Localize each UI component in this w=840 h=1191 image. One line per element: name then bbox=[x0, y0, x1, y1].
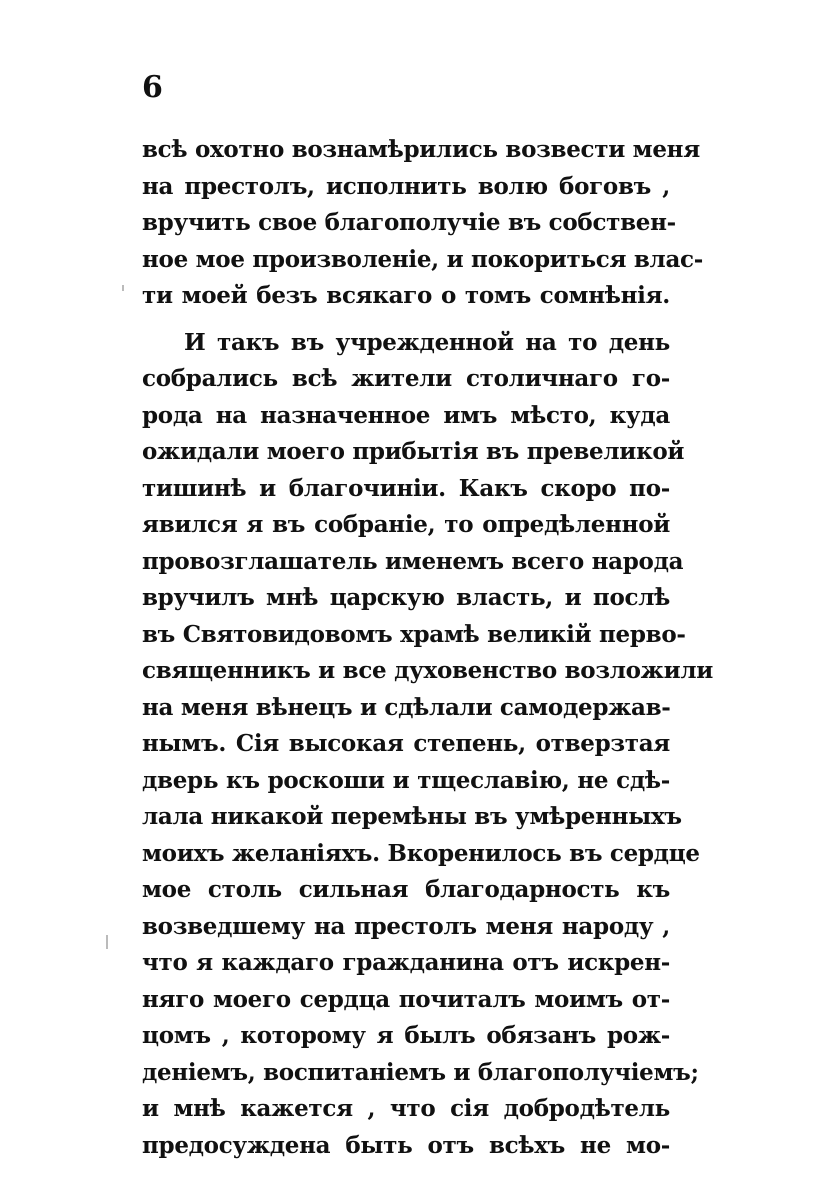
text-line: вручить свое благополучіе въ собствен- bbox=[142, 209, 676, 236]
text-line: нымъ. Сія высокая степень, отверзтая bbox=[142, 730, 670, 757]
text-line: ное мое произволеніе, и покориться влас- bbox=[142, 245, 704, 273]
text-line: лала никакой перемѣны въ умѣренныхъ bbox=[142, 803, 682, 830]
text-line: священникъ и все духовенство возложили bbox=[142, 657, 714, 684]
text-line: И такъ въ учрежденной на то день bbox=[184, 328, 670, 356]
text-line: ти моей безъ всякаго о томъ сомнѣнія. bbox=[142, 282, 670, 309]
text-line: дверь къ роскоши и тщеславію, не сдѣ- bbox=[142, 766, 670, 794]
text-line: цомъ , которому я былъ обязанъ рож- bbox=[142, 1022, 670, 1049]
margin-mark bbox=[106, 935, 108, 949]
text-line: что я каждаго гражданина отъ искрен- bbox=[142, 949, 670, 976]
text-line: предосуждена быть отъ всѣхъ не мо- bbox=[142, 1131, 670, 1159]
paragraph-gap bbox=[142, 315, 670, 325]
text-line: и мнѣ кажется , что сія добродѣтель bbox=[142, 1095, 670, 1122]
text-line: на меня вѣнецъ и сдѣлали самодержав- bbox=[142, 693, 671, 721]
paragraph-2 bbox=[142, 325, 714, 1165]
text-line: вручилъ мнѣ царскую власть, и послѣ bbox=[142, 584, 670, 611]
text-line: моихъ желаніяхъ. Вкоренилось въ сердце bbox=[142, 839, 700, 867]
text-line: ожидали моего прибытія въ превеликой bbox=[142, 438, 685, 465]
text-line: провозглашатель именемъ всего народа bbox=[142, 547, 684, 575]
text-line: явился я въ собраніе, то опредѣленной bbox=[142, 511, 670, 538]
text-line: рода на назначенное имъ мѣсто, куда bbox=[142, 401, 670, 429]
page-number: 6 bbox=[142, 70, 163, 105]
text-line: собрались всѣ жители столичнаго го- bbox=[142, 365, 670, 392]
text-line: деніемъ, воспитаніемъ и благополучіемъ; bbox=[142, 1058, 699, 1086]
text-line: мое столь сильная благодарность къ bbox=[142, 876, 670, 903]
text-line: няго моего сердца почиталъ моимъ от- bbox=[142, 985, 670, 1013]
text-line: всѣ охотно вознамѣрились возвести меня bbox=[142, 136, 700, 163]
body-text bbox=[142, 132, 714, 1164]
text-line: возведшему на престолъ меня народу , bbox=[142, 912, 670, 940]
margin-mark bbox=[122, 285, 124, 291]
text-line: на престолъ, исполнить волю боговъ , bbox=[142, 172, 670, 200]
text-line: въ Святовидовомъ храмѣ великій перво- bbox=[142, 620, 686, 648]
text-line: тишинѣ и благочиніи. Какъ скоро по- bbox=[142, 474, 670, 502]
paragraph-1 bbox=[142, 132, 704, 315]
